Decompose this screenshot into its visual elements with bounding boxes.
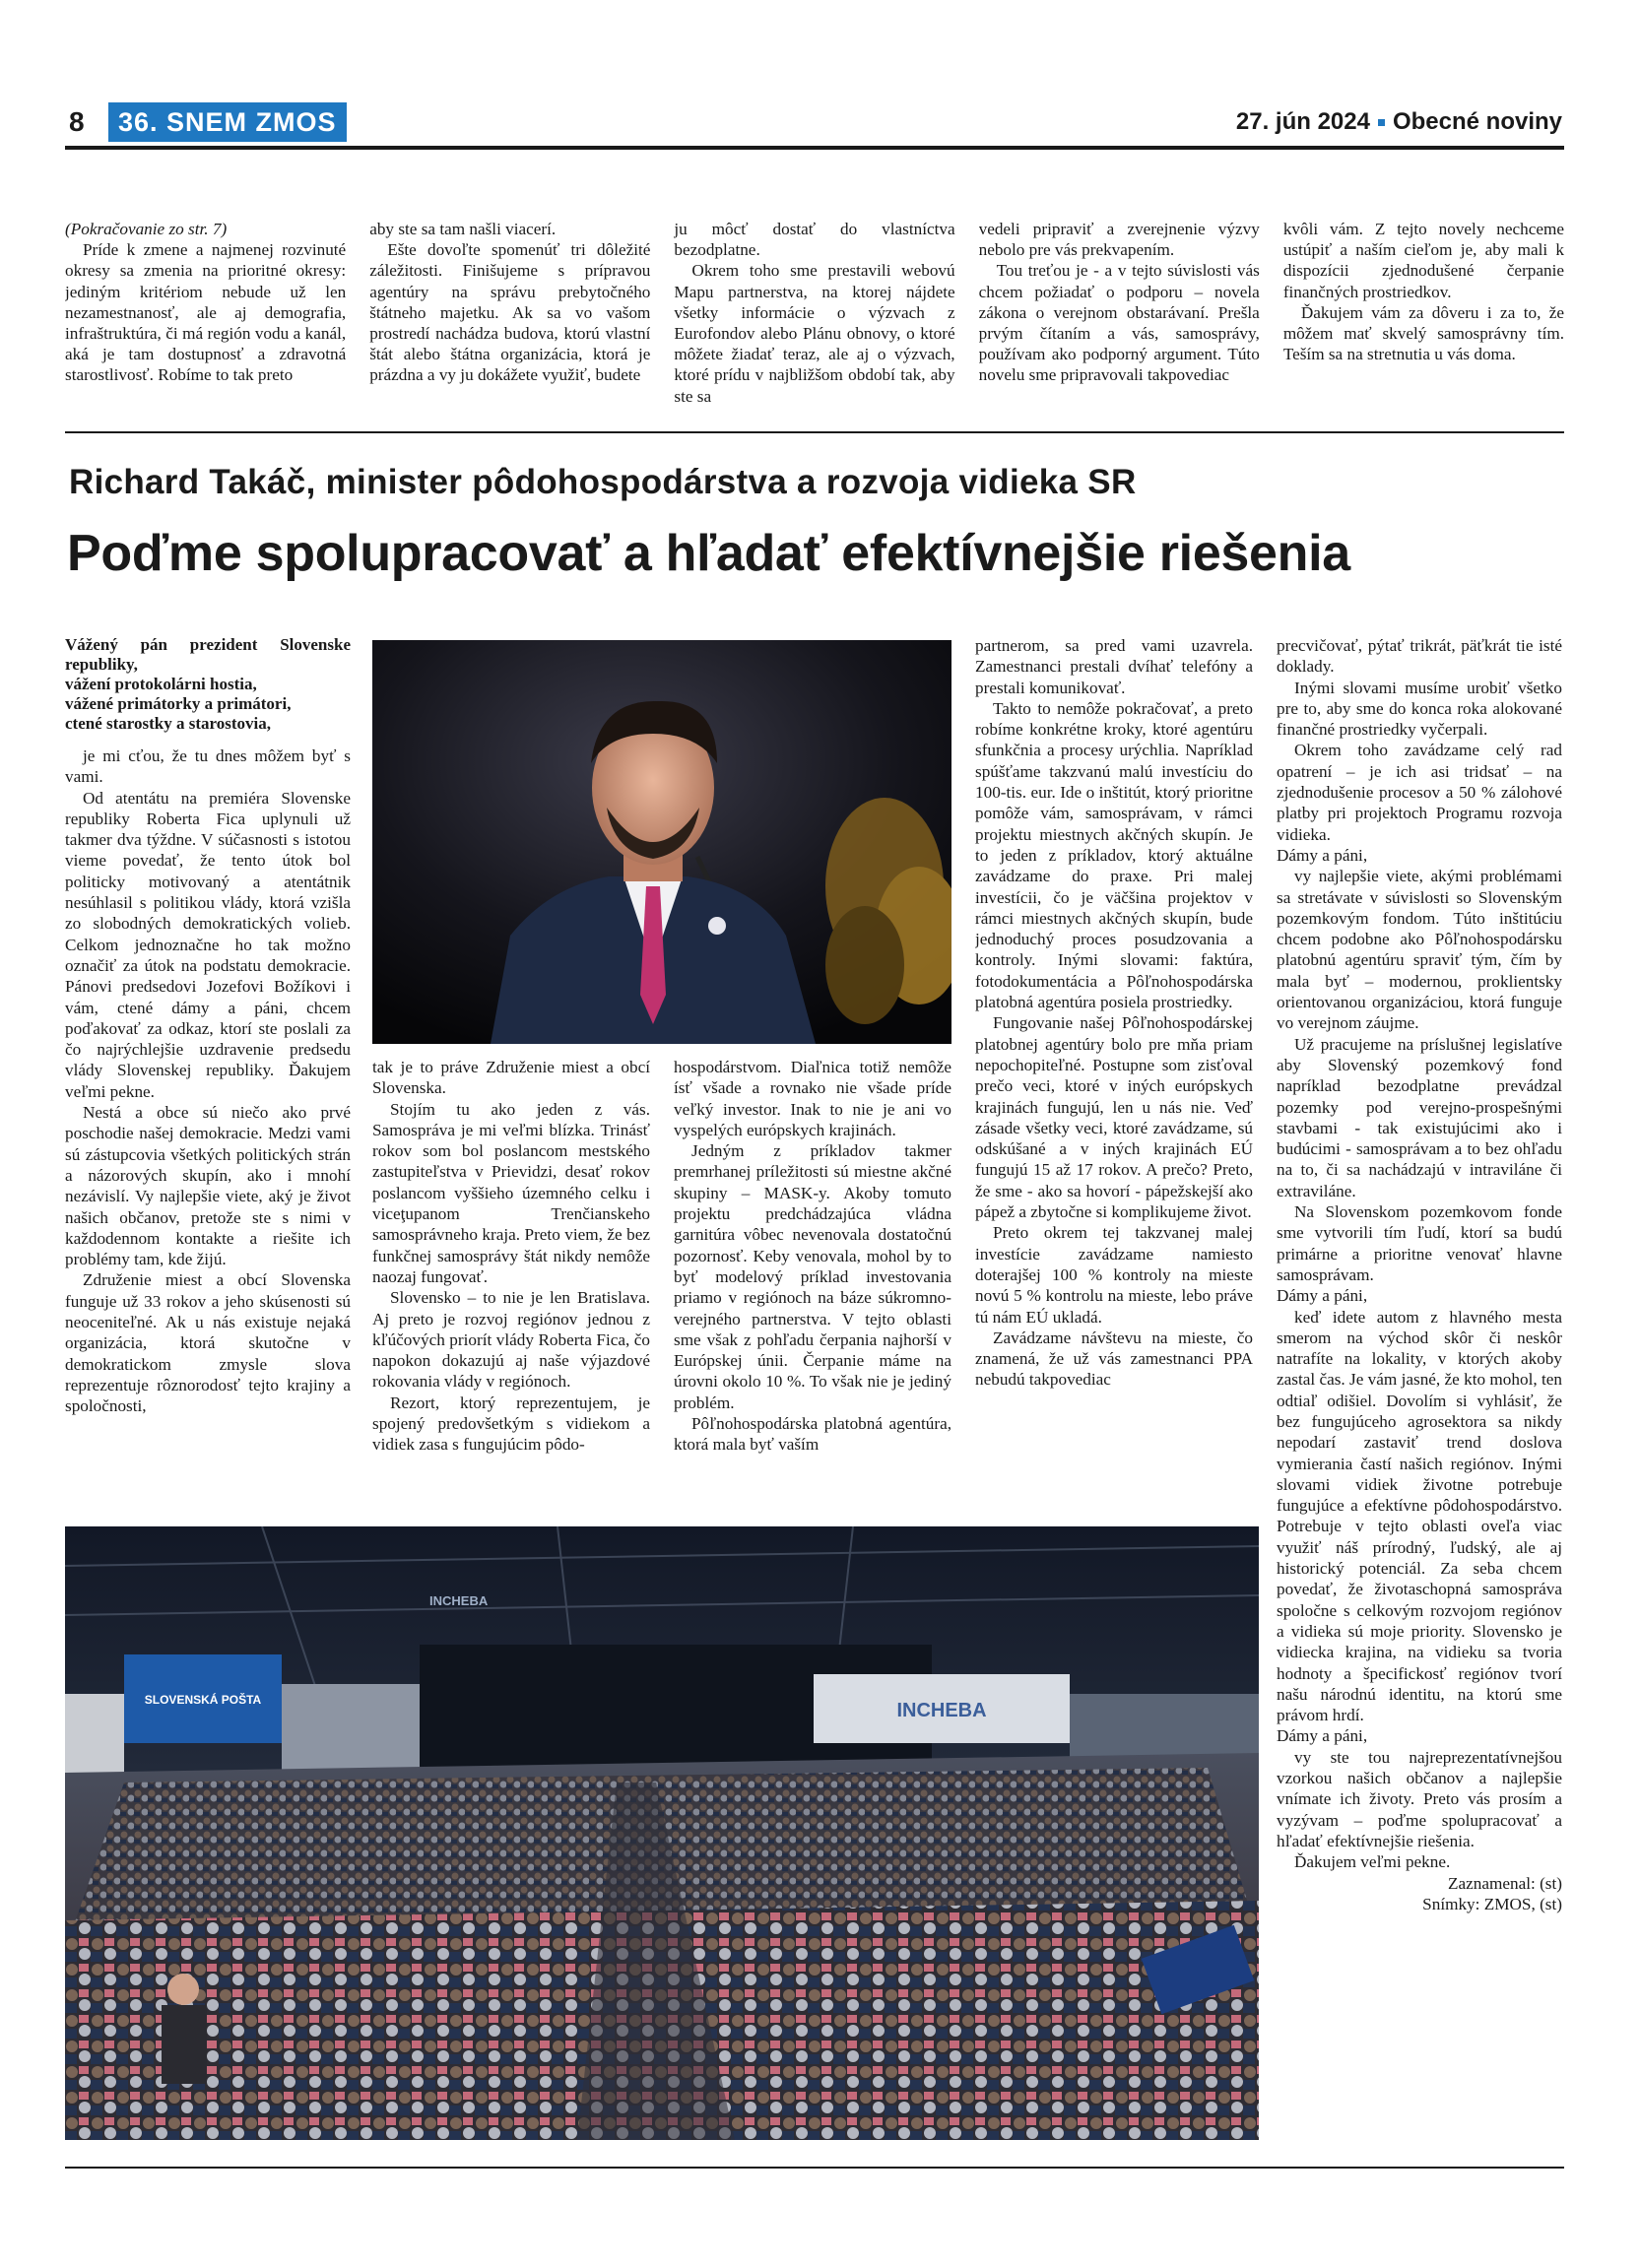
- paragraph: Okrem toho sme prestavili webovú Mapu partnerstva, na ktorej nájdete všetky informácie o výzvach z Eurofondov alebo Plánu obnovy, o ktoré môžete žiadať teraz, ale aj o výzvach, ktoré prídu v najbližšom období tak, aby ste sa: [674, 261, 955, 406]
- paragraph: Zavádzame návštevu na mieste, čo znamená, že už vás zamestnanci PPA nebudú takpovediac: [975, 1328, 1253, 1390]
- divider: [65, 431, 1564, 433]
- paragraph: vedeli pripraviť a zverejnenie výzvy nebolo pre vás prekvapením.: [978, 220, 1260, 260]
- article-title: Poďme spolupracovať a hľadať efektívnejšie riešenia: [67, 525, 1350, 582]
- publication-name: Obecné noviny: [1392, 108, 1562, 135]
- separator-dot: [1378, 119, 1385, 126]
- hall-sign-right: INCHEBA: [896, 1700, 987, 1721]
- paragraph: Už pracujeme na príslušnej legislatíve aby Slovenský pozemkový fond napríklad bezodplatne prevádzal pozemky pod verejno-prospešnými stavbami - tak existujúcimi ako i budúcimi - samosprávam a to bez ohľadu na to, či sa nachádzajú v intraviláne či extraviláne.: [1277, 1034, 1562, 1200]
- paragraph: Združenie miest a obcí Slovenska funguje už 33 rokov a jeho skúsenosti sú neoceniteľné. Ak u nás existuje nejaká organizácia, ktorá skutočne v demokratickom zmysle slova reprezentuje rôznorodosť tejto krajiny a spoločnosti,: [65, 1270, 351, 1416]
- paragraph: Ďakujem vám za dôveru i za to, že môžem mať skvelý samosprávny tím. Teším sa na stretnutia u vás doma.: [1282, 302, 1565, 364]
- article-column-2: [372, 1057, 650, 1524]
- paragraph: Nestá a obce sú niečo ako prvé poschodie našej demokracie. Medzi vami sú zástupcovia všetkých politických strán a názorových skupín, ako i mnohí nezávislí. Vy najlepšie viete, aký je život našich občanov, pretože ste s nimi v každodennom kontakte a riešite ich problémy tam, kde žijú.: [65, 1103, 351, 1269]
- speaker-photo: [372, 640, 951, 1044]
- salutation: [65, 635, 351, 734]
- paragraph: vy ste tou najreprezentatívnejšou vzorkou našich občanov a najlepšie vnímate ich životy. Preto vás prosím a vyzývam – poďme spolupracovať a hľadať efektívnejšie riešenia.: [1277, 1747, 1562, 1850]
- paragraph: tak je to práve Združenie miest a obcí Slovenska.: [372, 1058, 650, 1098]
- paragraph: kvôli vám. Z tejto novely nechceme ustúpiť a naším cieľom je, aby mali k dispozícii zjednodušené čerpanie finančných prostriedkov.: [1282, 220, 1565, 301]
- paragraph: Na Slovenskom pozemkovom fonde sme vytvorili tím ľudí, ktorí sa budú primárne a prioritne venovať hlavne samosprávam.: [1277, 1202, 1562, 1284]
- article-column-3: [674, 1057, 951, 1524]
- salutation-line: ctené starostky a starostovia,: [65, 714, 272, 733]
- paragraph: Tou treťou je - a v tejto súvislosti vás chcem požiadať o podporu – novela zákona o verejnom obstarávaní. Prešla prvým čítaním a vás, samosprávy, používam ako podporný argument. Túto novelu sme pripravovali takpovediac: [978, 261, 1260, 385]
- article-subtitle: Richard Takáč, minister pôdohospodárstva a rozvoja vidieka SR: [69, 463, 1137, 501]
- paragraph: Dámy a páni,: [1277, 845, 1368, 865]
- page-header: [65, 102, 1564, 150]
- top-column-5: [1283, 219, 1564, 416]
- paragraph: Príde k zmene a najmenej rozvinuté okresy sa zmenia na prioritné okresy: jediným kritériom nebude už len nezamestnanosť, ale aj demografia, infraštruktúra, či má región vodu a kanál, aká je tam dostupnosť a zdravotná starostlivosť. Robíme to tak preto: [65, 240, 347, 385]
- hall-sign-left: SLOVENSKÁ POŠTA: [144, 1693, 262, 1707]
- paragraph: Rezort, ktorý reprezentujem, je spojený predovšetkým s vidiekom a vidiek zasa s fungujúcim pôdo-: [372, 1393, 650, 1455]
- credit-author: Zaznamenal: (st): [1448, 1873, 1562, 1893]
- paragraph: hospodárstvom. Diaľnica totiž nemôže ísť všade a rovnako nie všade príde veľký investor. Inak to nie je ani vo vyspelých európskych krajinách.: [674, 1058, 951, 1139]
- top-column-1: [65, 219, 346, 416]
- paragraph: Inými slovami musíme urobiť všetko pre to, aby sme do konca roka alokované finančné prostriedky vyčerpali.: [1277, 678, 1562, 740]
- paragraph: Dámy a páni,: [1277, 1726, 1368, 1746]
- paragraph: partnerom, sa pred vami uzavrela. Zamestnanci prestali dvíhať telefóny a prestali komunikovať.: [975, 636, 1253, 697]
- speaker-illustration: [372, 640, 951, 1044]
- hall-illustration: [65, 1526, 1259, 2140]
- paragraph: Jedným z príkladov takmer premrhanej príležitosti sú miestne akčné skupiny – MASK-y. Akoby tomuto projektu predchádzajúca vládna garnitúra vôbec nevenovala dostatočnú pozornosť. Keby venovala, mohol by to byť modelový príklad investovania priamo v regiónoch na báze súkromno-verejného partnerstva. V tejto oblasti sme však z pohľadu čerpania najhorší v Európskej únii. Čerpanie máme na úrovni okolo 10 %. To však nie je jediný problém.: [674, 1141, 951, 1412]
- paragraph: Takto to nemôže pokračovať, a preto robíme konkrétne kroky, ktoré agentúru sfunkčnia a procesy urýchlia. Napríklad spúšťame takzvanú malú investíciu do 100-tis. eur. Ide o inštitút, ktorý prioritne pomôže vám, samosprávam, v rámci projektu miestnych akčných skupín. Je to jeden z príkladov, ktorý aktuálne zavádzame do praxe. Pri malej investícii, čo je väčšina projektov v rámci miestnych akčných skupín, bude jednoduchý proces posudzovania a kontroly. Inými slovami: faktúra, fotodokumentácia a Pôľnohospodárska platobná agentúra posiela prostriedky.: [975, 698, 1253, 1012]
- paragraph: aby ste sa tam našli viacerí.: [369, 220, 557, 238]
- paragraph: je mi cťou, že tu dnes môžem byť s vami.: [65, 746, 351, 787]
- salutation-line: vážení protokolárni hostia,: [65, 675, 257, 693]
- header-date-publication: [1236, 108, 1562, 136]
- continuation-note: (Pokračovanie zo str. 7): [65, 220, 228, 238]
- paragraph: Fungovanie našej Pôľnohospodárskej platobnej agentúry bolo pre mňa priam nepochopiteľné. Postupne som zisťoval prečo veci, ktoré v iných európskych krajinách fungujú, len u nás nie. Veď zásade všetky veci, ktoré zavádzame, sú odskúšané a v iných krajinách EÚ fungujú 15 až 17 rokov. A prečo? Preto, že sme - ako sa hovorí - pápežskejší ako pápež a zbytočne si komplikujeme život.: [975, 1013, 1253, 1222]
- top-column-2: [369, 219, 650, 416]
- top-column-3: [674, 219, 954, 416]
- paragraph: Ešte dovoľte spomenúť tri dôležité záležitosti. Finišujeme s prípravou agentúry na správu prebytočného štátneho majetku. Ak sa vo vašom prostredí nachádza budova, ktorú vlastní štát alebo štátna organizácia, ktorá je prázdna a vy ju dokážete využiť, budete: [369, 240, 651, 385]
- paragraph: Pôľnohospodárska platobná agentúra, ktorá mala byť vaším: [674, 1414, 951, 1455]
- hall-sign-top: INCHEBA: [429, 1593, 489, 1608]
- salutation-line: Vážený pán prezident Slovenske republiky,: [65, 635, 351, 674]
- continued-article: [65, 219, 1564, 416]
- credit-photos: Snímky: ZMOS, (st): [1422, 1894, 1562, 1913]
- paragraph: Ďakujem veľmi pekne.: [1294, 1852, 1451, 1872]
- paragraph: Slovensko – to nie je len Bratislava. Aj preto je rozvoj regiónov jednou z kľúčových priorít vlády Roberta Fica, čo napokon dokazujú aj naše výjazdové rokovania vlády v regiónoch.: [372, 1288, 650, 1392]
- paragraph: Dámy a páni,: [1277, 1286, 1368, 1306]
- paragraph: keď idete autom z hlavného mesta smerom na východ skôr či neskôr natrafíte na lokality, v ktorých akoby zastal čas. Je vám jasné, že kto mohol, ten odtiaľ odišiel. Dovolím si vyhlásiť, že bez fungujúceho agrosektora sa nikdy nepodarí zastaviť trend doslova vymierania častí našich regiónov. Inými slovami vidiek životne potrebuje fungujúce a efektívne pôdohospodárstvo. Potrebuje v tejto oblasti oveľa viac využiť náš prírodný, ľudský, ale aj historický potenciál. Za seba chcem povedať, že životaschopná samospráva spoločne s celkovým rozvojom regiónov a vidieka sú moje priority. Slovensko je vidiecka krajina, na vidieku sa tvoria hodnoty a špecifickosť regiónov tvorí našu národnú identitu, na ktorú sme právom hrdí.: [1277, 1307, 1562, 1725]
- divider: [65, 2167, 1564, 2169]
- article-column-5: [1277, 635, 1562, 2157]
- issue-date: 27. jún 2024: [1235, 108, 1370, 135]
- section-label: 36. SNEM ZMOS: [108, 102, 347, 142]
- paragraph: ju môcť dostať do vlastníctva bezodplatne.: [674, 220, 955, 260]
- page-number: 8: [69, 106, 85, 137]
- congress-hall-photo: [65, 1526, 1259, 2140]
- paragraph: Od atentátu na premiéra Slovenske republiky Roberta Fica uplynuli už takmer dva týždne. V súčasnosti s istotou vieme povedať, že tento útok bol politicky motivovaný a atentátnik nesúhlasil s politikou vlády, ktorá vzišla zo slobodných demokratických volieb. Celkom jednoznačne ho tak možno označiť za útok na podstatu demokracie. Pánovi predsedovi Jozefovi Božíkovi i vám, ctené dámy a páni, chcem poďakovať za odkaz, ktorí ste poslali za čo najrýchlejšie uzdravenie predsedu vlády Slovenskej republiky. Ďakujem veľmi pekne.: [65, 788, 351, 1101]
- paragraph: precvičovať, pýtať trikrát, päťkrát tie isté doklady.: [1277, 636, 1562, 677]
- paragraph: Okrem toho zavádzame celý rad opatrení – je ich asi tridsať – na zjednodušenie procesov a 50 % zálohové platby pri projektoch Programu rozvoja vidieka.: [1277, 741, 1562, 844]
- salutation-line: vážené primátorky a primátori,: [65, 694, 292, 713]
- top-column-4: [979, 219, 1260, 416]
- paragraph: Preto okrem tej takzvanej malej investície zavádzame namiesto doterajšej 100 % kontroly na mieste novú 5 % kontrolu na mieste, lebo práve tú nám EÚ ukladá.: [975, 1223, 1253, 1327]
- article-column-4: [975, 635, 1253, 1523]
- article-column-1: [65, 635, 351, 1522]
- paragraph: vy najlepšie viete, akými problémami sa stretávate v súvislosti so Slovenským pozemkovým fondom. Túto inštitúciu chcem podobne ako Pôľnohospodársku platobnú agentúru spraviť tým, čím by mala byť – modernou, proklientsky orientovanou organizáciou, ktorá funguje vo verejnom záujme.: [1277, 867, 1562, 1033]
- paragraph: Stojím tu ako jeden z vás. Samospráva je mi veľmi blízka. Trinásť rokov som bol poslancom mestského zastupiteľstva v Prievidzi, desať rokov poslancom vyššieho územného celku i viceţupanom Trenčianskeho samosprávneho kraja. Preto viem, že bez funkčnej samosprávy štát nikdy nemôže naozaj fungovať.: [372, 1099, 650, 1286]
